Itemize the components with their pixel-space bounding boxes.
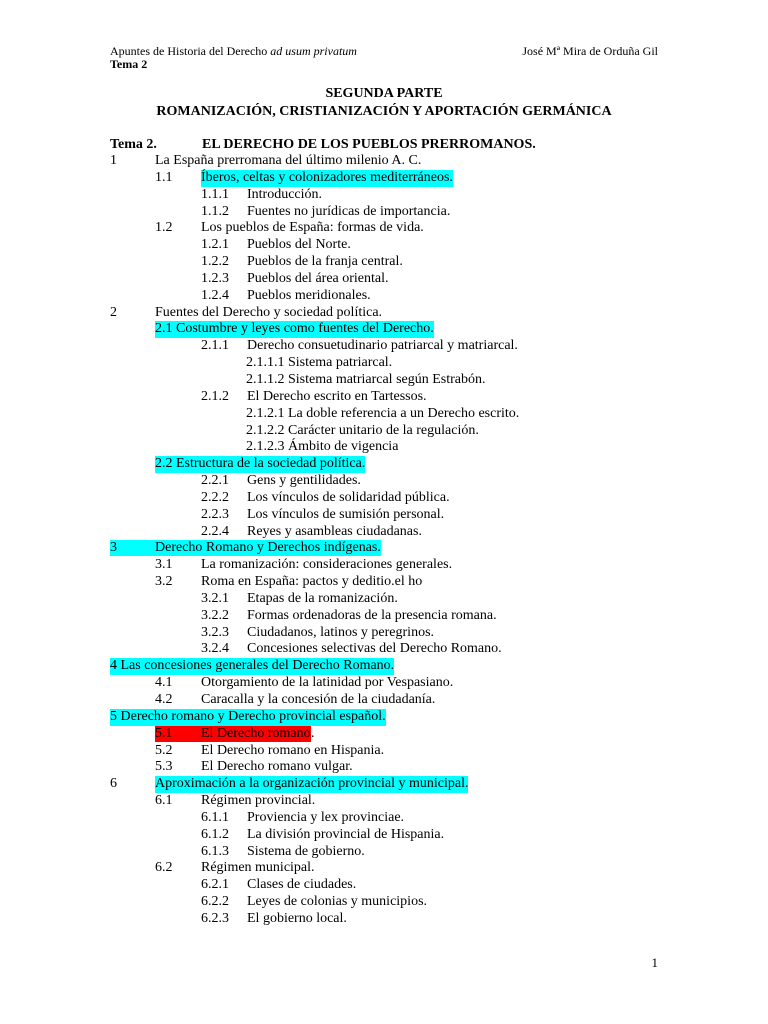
toc-entry-number: 2.1.1 [201,338,229,354]
toc-entry [110,641,670,658]
toc-entry [110,524,670,541]
toc-entry [110,557,670,574]
toc-entry-number: 3.2 [155,574,173,590]
toc-entry-text: 2.1.1.2 Sistema matriarcal según Estrabón. [246,371,486,387]
toc-entry-text: 4 Las concesiones generales del Derecho Romano. [110,658,395,674]
toc-entry-text: Etapas de la romanización. [247,590,398,606]
toc-entry-text: Los pueblos de España: formas de vida. [201,220,424,236]
tema-heading [110,136,536,153]
toc-entry-text: Fuentes no jurídicas de importancia. [247,203,451,219]
toc-entry-number: 2.2.4 [201,523,229,539]
toc-entry [110,759,670,776]
toc-entry-number: 6.2.3 [201,910,229,926]
part-subtitle: ROMANIZACIÓN, CRISTIANIZACIÓN Y APORTACIÓN GERMÁNICA [156,104,612,119]
toc-entry-text: El gobierno local. [247,910,347,926]
toc-entry [110,271,670,288]
toc-entry [110,608,670,625]
toc-entry-text: 2.2 Estructura de la sociedad política. [155,456,366,472]
toc-entry-text: Ciudadanos, latinos y peregrinos. [247,624,435,640]
toc-entry-number: 3 [110,540,117,556]
toc-entry-text: Aproximación a la organización provincial y municipal. [155,776,469,792]
toc-entry-number: 3.2.2 [201,607,229,623]
toc-entry-number: 2.2.1 [201,473,229,489]
running-header-tema: Tema 2 [110,57,148,71]
toc-entry [110,810,670,827]
toc-entry-number: 2 [110,304,117,320]
toc-entry-text: La división provincial de Hispania. [247,826,445,842]
tema-label: Tema 2. [110,137,157,152]
toc-entry-number: 1 [110,153,117,168]
toc-entry-text: La romanización: consideraciones generales. [201,557,453,573]
toc-entry-text: Derecho consuetudinario patriarcal y matriarcal. [247,338,518,354]
page-number: 1 [651,955,658,970]
toc-entry [110,153,670,170]
toc-entry-text: Introducción. [247,186,323,202]
tema-title: EL DERECHO DE LOS PUEBLOS PRERROMANOS. [202,137,536,152]
toc-entry-text: Leyes de colonias y municipios. [247,894,428,910]
toc-entry [110,406,670,423]
toc-entry-text: Pueblos meridionales. [247,287,371,303]
toc-entry [110,490,670,507]
toc-entry [110,776,670,793]
toc-entry-number: 1.1 [155,169,173,185]
toc-entry [110,254,670,271]
toc-entry-number: 4.1 [155,675,173,691]
toc-entry-number: 3.2.4 [201,641,229,657]
toc-entry [110,372,670,389]
toc-entry [110,237,670,254]
toc-entry [110,473,670,490]
toc-entry [110,220,670,237]
toc-entry-text: Roma en España: pactos y deditio.el ho [201,574,423,590]
toc-entry [110,423,670,440]
toc-entry-text: 2.1 Costumbre y leyes como fuentes del Derecho. [155,321,434,337]
toc-entry [110,204,670,221]
toc-entry [110,726,670,743]
toc-entry-number: 3.2.3 [201,624,229,640]
toc-entry-text: Íberos, celtas y colonizadores mediterráneos. [201,169,453,185]
toc-entry [110,894,670,911]
toc-entry [110,692,670,709]
toc-entry-text: 2.1.2.2 Carácter unitario de la regulación. [246,422,479,438]
toc-entry [110,321,670,338]
toc-entry-text: Los vínculos de sumisión personal. [247,506,445,522]
toc-entry-text: Los vínculos de solidaridad pública. [247,489,450,505]
toc-entry-text: 2.1.2.3 Ámbito de vigencia [246,439,399,455]
toc-entry-number: 3.2.1 [201,590,229,606]
toc-entry-text: Derecho Romano y Derechos indígenas. [155,540,381,556]
toc-entry-text: Pueblos del Norte. [247,237,351,253]
toc-entry-punctuation: . [311,725,315,741]
toc-entry-text: Sistema de gobierno. [247,843,365,859]
toc-entry-number: 2.2.2 [201,489,229,505]
toc-entry [110,389,670,406]
toc-entry-text: El Derecho romano [201,725,311,741]
toc-entry-text: Régimen municipal. [201,860,315,876]
toc-entry-text: Pueblos de la franja central. [247,254,403,270]
toc-entry [110,439,670,456]
toc-entry-text: Caracalla y la concesión de la ciudadanía. [201,692,436,707]
toc-entry-number: 4.2 [155,692,173,707]
toc-entry-number: 1.1.1 [201,186,229,202]
toc-entry [110,507,670,524]
toc-entry-text: Fuentes del Derecho y sociedad política. [155,304,383,320]
header-course-italic: ad usum privatum [270,44,357,58]
toc-entry-text: Pueblos del área oriental. [247,270,389,286]
toc-entry-text: Gens y gentilidades. [247,473,361,489]
toc-entry-number: 6.1.3 [201,843,229,859]
toc-entry [110,288,670,305]
toc-entry-text: Reyes y asambleas ciudadanas. [247,523,422,539]
toc-entry [110,844,670,861]
toc-entry-number: 2.1.2 [201,388,229,404]
toc-entry [110,305,670,322]
toc-entry [110,675,670,692]
toc-entry [110,860,670,877]
toc-entry-text: El Derecho romano en Hispania. [201,742,385,758]
toc-entry-text: Formas ordenadoras de la presencia romana. [247,607,497,623]
toc-entry-text: El Derecho escrito en Tartessos. [247,388,427,404]
toc-entry [110,658,670,675]
toc-entry [110,625,670,642]
toc-entry-text: El Derecho romano vulgar. [201,759,353,775]
toc-entry [110,456,670,473]
toc-entry-number: 5.1 [155,725,173,741]
toc-entry-number: 6.1 [155,793,173,809]
toc-entry [110,709,670,726]
toc-entry [110,827,670,844]
toc-entry-text: Proviencia y lex provinciae. [247,809,405,825]
toc-entry-text: Otorgamiento de la latinidad por Vespasiano. [201,675,454,691]
toc-entry-number: 5.3 [155,759,173,775]
toc-entry [110,911,670,928]
toc-entry-number: 6 [110,776,117,792]
toc-entry-text: 2.1.2.1 La doble referencia a un Derecho escrito. [246,405,520,421]
toc-entry-number: 1.2.2 [201,254,229,270]
toc-entry-number: 6.2.2 [201,894,229,910]
toc-entry [110,793,670,810]
running-header-author: José Mª Mira de Orduña Gil [522,44,658,58]
toc-entry-number: 6.2 [155,860,173,876]
toc-entry-number: 2.2.3 [201,506,229,522]
toc-entry-number: 1.2 [155,220,173,236]
toc-entry-text: La España prerromana del último milenio A. C. [155,153,422,168]
toc-entry-number: 6.2.1 [201,877,229,893]
toc-entry [110,574,670,591]
toc-entry [110,355,670,372]
toc-entry-number: 1.2.1 [201,237,229,253]
toc-entry-number: 5.2 [155,742,173,758]
running-header-left [110,44,357,58]
toc-entry [110,743,670,760]
toc-entry-number: 1.2.3 [201,270,229,286]
toc-entry [110,170,670,187]
toc-entry [110,540,670,557]
part-title: SEGUNDA PARTE [325,86,443,101]
toc-entry-number: 6.1.1 [201,809,229,825]
header-course: Apuntes de Historia del Derecho [110,44,271,58]
toc-entry [110,877,670,894]
toc-entry-number: 3.1 [155,557,173,573]
toc-entry-number: 1.2.4 [201,287,229,303]
table-of-contents [110,153,670,928]
toc-entry-text: 5 Derecho romano y Derecho provincial español. [110,708,386,724]
toc-entry-text: Régimen provincial. [201,793,316,809]
toc-entry-text: Concesiones selectivas del Derecho Romano. [247,641,502,657]
toc-entry [110,338,670,355]
toc-entry-text: Clases de ciudades. [247,877,357,893]
toc-entry-text: 2.1.1.1 Sistema patriarcal. [246,355,393,371]
toc-entry-number: 1.1.2 [201,203,229,219]
toc-entry [110,187,670,204]
toc-entry [110,591,670,608]
toc-entry-number: 6.1.2 [201,826,229,842]
